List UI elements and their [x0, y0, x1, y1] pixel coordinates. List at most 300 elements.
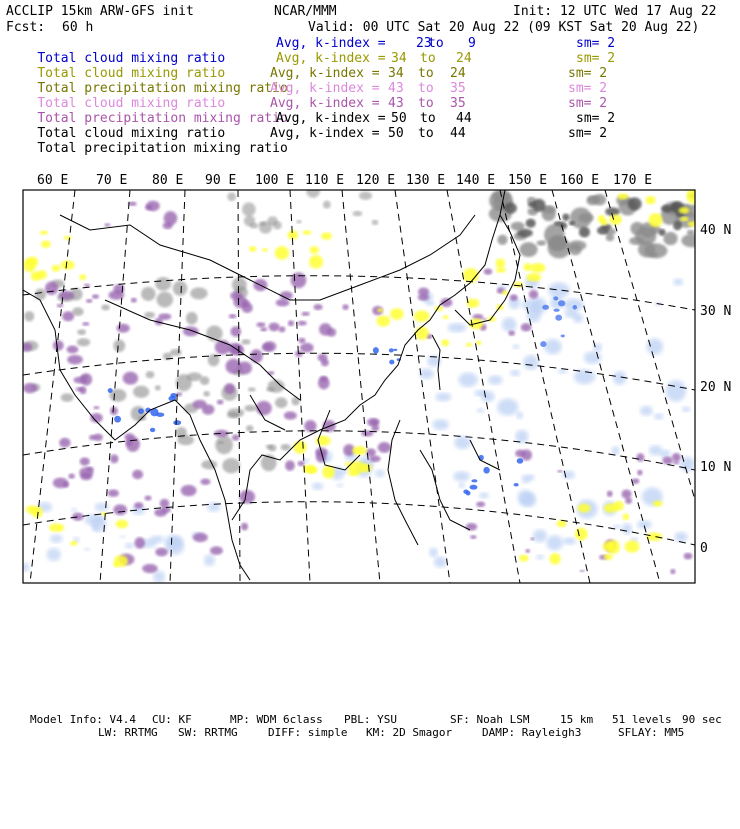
field-patch: [454, 436, 471, 449]
field-patch: [320, 376, 328, 382]
field-patch: [588, 196, 600, 203]
field-patch: [279, 326, 286, 332]
field-patch: [193, 533, 208, 542]
field-patch: [79, 274, 86, 280]
field-patch: [123, 372, 138, 385]
field-k1: 43: [388, 81, 404, 96]
field-patch: [23, 383, 37, 393]
field-patch: [144, 312, 155, 318]
longitude-label: 160 E: [560, 173, 600, 188]
field-patch: [471, 479, 477, 482]
field-patch: [542, 305, 549, 310]
field-patch: [297, 461, 304, 466]
field-patch: [117, 324, 130, 333]
field-patch: [266, 445, 273, 449]
forecast-label: Fcst:: [6, 20, 46, 35]
field-patch: [647, 532, 662, 541]
field-patch: [517, 490, 533, 506]
field-to: to: [428, 36, 444, 51]
field-patch: [484, 268, 493, 274]
field-patch: [50, 534, 62, 543]
footer-levels: 51 levels: [612, 713, 672, 726]
longitude-label: 140 E: [456, 173, 496, 188]
field-patch: [153, 571, 165, 583]
field-patch: [526, 219, 536, 228]
field-patch: [317, 354, 327, 362]
field-k1: 50: [391, 111, 407, 126]
field-patch: [155, 548, 168, 557]
field-patch: [155, 277, 171, 291]
field-to: to: [418, 96, 434, 111]
field-patch: [298, 321, 307, 326]
field-patch: [502, 290, 508, 295]
field-patch: [441, 339, 449, 346]
longitude-label: 90 E: [205, 173, 237, 188]
field-patch: [415, 326, 429, 340]
footer-timestep: 90 sec: [682, 713, 722, 726]
field-patch: [93, 406, 99, 409]
field-patch: [80, 457, 90, 465]
field-patch: [293, 441, 306, 454]
field-patch: [224, 383, 235, 394]
field-patch: [24, 311, 34, 321]
field-patch: [569, 221, 575, 225]
field-patch: [108, 388, 113, 393]
field-patch: [517, 458, 524, 463]
field-patch: [74, 377, 87, 384]
field-patch: [166, 536, 184, 555]
field-patch: [673, 278, 683, 285]
field-patch: [92, 294, 99, 299]
field-patch: [222, 458, 240, 473]
field-patch: [141, 287, 155, 301]
footer-model-info: Model Info: V4.4: [30, 713, 136, 726]
field-patch: [295, 351, 303, 357]
field-patch: [389, 348, 394, 352]
field-sm: sm= 2: [568, 81, 608, 96]
field-patch: [203, 391, 210, 397]
field-patch: [68, 473, 75, 478]
field-patch: [376, 315, 390, 326]
field-patch: [459, 373, 478, 387]
field-patch: [578, 213, 594, 222]
field-patch: [77, 329, 86, 335]
field-k2: 24: [450, 66, 466, 81]
field-patch: [63, 236, 71, 240]
field-patch: [181, 485, 197, 496]
field-patch: [613, 501, 623, 511]
field-patch: [142, 564, 158, 573]
field-patch: [568, 240, 586, 250]
field-patch: [622, 489, 632, 498]
field-patch: [114, 416, 121, 423]
field-patch: [259, 222, 266, 226]
organization-label: NCAR/MMM: [274, 4, 337, 19]
field-patch: [116, 520, 128, 529]
field-patch: [110, 407, 118, 415]
field-patch: [352, 446, 367, 455]
field-patch: [645, 196, 655, 204]
longitude-label: 110 E: [305, 173, 345, 188]
field-patch: [262, 248, 268, 252]
field-patch: [53, 478, 68, 489]
field-name: Total cloud mixing ratio: [37, 51, 226, 66]
field-patch: [638, 241, 655, 257]
field-patch: [57, 304, 64, 308]
field-patch: [201, 460, 217, 469]
field-patch: [536, 555, 544, 560]
footer-lw: LW: RRTMG: [98, 726, 158, 739]
field-patch: [510, 370, 520, 376]
field-patch: [653, 500, 663, 506]
field-patch: [80, 473, 92, 481]
latitude-label: 30 N: [700, 304, 732, 319]
field-patch: [134, 537, 144, 548]
field-patch: [580, 570, 585, 572]
field-patch: [298, 338, 306, 344]
field-patch: [679, 207, 690, 214]
field-patch: [310, 246, 319, 254]
field-patch: [146, 371, 155, 378]
field-to: to: [418, 66, 434, 81]
field-name: Total cloud mixing ratio: [37, 66, 226, 81]
field-patch: [483, 467, 489, 474]
field-patch: [453, 471, 470, 481]
longitude-label: 170 E: [613, 173, 653, 188]
field-patch: [20, 343, 33, 352]
field-avg: Avg, k-index =: [270, 126, 380, 141]
field-patch: [62, 311, 74, 321]
model-title: ACCLIP 15km ARW-GFS init: [6, 4, 194, 19]
field-patch: [336, 483, 343, 487]
field-patch: [67, 346, 79, 354]
field-patch: [173, 281, 188, 296]
field-patch: [622, 523, 632, 534]
field-to: to: [420, 51, 436, 66]
field-patch: [393, 349, 397, 351]
field-to: to: [418, 81, 434, 96]
field-patch: [59, 438, 70, 448]
field-patch: [288, 320, 294, 326]
footer-diff: DIFF: simple: [268, 726, 348, 739]
field-patch: [623, 513, 630, 520]
field-patch: [72, 307, 84, 316]
field-patch: [528, 202, 537, 207]
field-patch: [26, 505, 37, 513]
field-patch: [519, 555, 528, 562]
footer-pbl: PBL: YSU: [344, 713, 397, 726]
field-patch: [640, 406, 653, 416]
field-k2: 44: [450, 126, 466, 141]
field-patch: [557, 470, 562, 473]
field-patch: [609, 214, 622, 225]
field-patch: [686, 188, 700, 203]
field-patch: [459, 482, 465, 488]
field-patch: [371, 425, 379, 432]
field-patch: [502, 317, 517, 331]
valid-time: Valid: 00 UTC Sat 20 Aug 22 (09 KST Sat 20 Aug 22): [308, 20, 700, 35]
field-name: Total precipitation mixing ratio: [37, 81, 288, 96]
field-patch: [291, 397, 299, 406]
field-patch: [578, 504, 591, 513]
field-patch: [238, 361, 252, 374]
field-patch: [522, 299, 541, 311]
field-patch: [45, 281, 58, 295]
field-patch: [432, 419, 449, 430]
field-patch: [132, 470, 143, 479]
longitude-labels: [37, 173, 652, 188]
field-patch: [95, 503, 110, 512]
field-k1: 34: [388, 66, 404, 81]
field-patch: [246, 425, 254, 431]
latitude-label: 40 N: [700, 223, 732, 238]
field-k2: 44: [456, 111, 472, 126]
field-patch: [554, 309, 560, 312]
field-k2: 35: [450, 81, 466, 96]
field-patch: [584, 351, 601, 364]
field-patch: [200, 478, 210, 484]
field-patch: [275, 397, 287, 408]
field-sm: sm= 2: [576, 36, 616, 51]
field-patch: [523, 355, 538, 370]
field-patch: [435, 392, 451, 401]
field-patch: [312, 482, 324, 490]
field-patch: [275, 246, 289, 260]
field-patch: [304, 420, 316, 432]
field-patch: [672, 453, 681, 462]
longitude-label: 130 E: [406, 173, 446, 188]
field-patch: [342, 304, 348, 310]
field-patch: [164, 211, 178, 225]
field-patch: [375, 469, 385, 477]
field-patch: [680, 217, 689, 222]
field-patch: [285, 460, 295, 470]
field-patch: [158, 313, 171, 320]
field-patch: [674, 532, 687, 542]
field-name: Total precipitation mixing ratio: [37, 141, 288, 156]
field-patch: [183, 326, 199, 336]
field-patch: [526, 273, 541, 282]
field-patch: [548, 282, 569, 298]
field-patch: [369, 455, 380, 462]
field-patch: [530, 537, 534, 540]
field-patch: [522, 474, 531, 483]
field-patch: [306, 466, 318, 473]
field-patch: [476, 408, 484, 413]
field-patch: [561, 335, 565, 338]
field-patch: [555, 315, 562, 321]
field-patch: [558, 300, 565, 306]
field-patch: [372, 220, 379, 226]
field-patch: [40, 230, 48, 234]
field-patch: [611, 446, 619, 455]
field-k1: 34: [391, 51, 407, 66]
field-patch: [659, 229, 666, 236]
longitude-label: 70 E: [96, 173, 128, 188]
latitude-label: 10 N: [700, 460, 732, 475]
field-patch: [156, 413, 164, 417]
field-patch: [296, 220, 301, 224]
field-patch: [562, 213, 569, 220]
field-patch: [488, 375, 503, 384]
field-patch: [250, 223, 259, 229]
field-patch: [497, 235, 507, 245]
field-sm: sm= 2: [568, 126, 608, 141]
field-patch: [514, 483, 519, 486]
field-patch: [53, 340, 64, 350]
field-patch: [108, 489, 119, 497]
longitude-label: 100 E: [255, 173, 295, 188]
field-patch: [239, 490, 255, 504]
field-k2: 9: [468, 36, 476, 51]
field-patch: [440, 298, 452, 307]
field-patch: [510, 294, 518, 301]
field-patch: [654, 413, 664, 419]
field-patch: [86, 299, 93, 303]
field-patch: [291, 272, 307, 288]
field-k1: 50: [388, 126, 404, 141]
field-patch: [606, 233, 614, 241]
field-patch: [155, 385, 161, 390]
field-patch: [603, 541, 615, 551]
field-patch: [61, 393, 74, 402]
field-patch: [530, 263, 546, 273]
field-patch: [496, 268, 506, 273]
field-patch: [517, 229, 533, 238]
field-patch: [519, 242, 537, 257]
field-patch: [625, 540, 640, 552]
field-patch: [390, 308, 404, 320]
field-patch: [579, 227, 590, 238]
field-patch: [504, 203, 517, 214]
field-patch: [574, 369, 595, 384]
field-patch: [673, 221, 682, 230]
field-patch: [508, 330, 515, 335]
field-patch: [241, 523, 248, 531]
field-patch: [144, 495, 151, 500]
field-patch: [419, 369, 434, 380]
field-patch: [300, 343, 314, 353]
field-patch: [110, 454, 119, 463]
field-patch: [249, 246, 257, 252]
field-patch: [443, 315, 449, 319]
forecast-hours: 60 h: [62, 20, 94, 35]
field-k2: 35: [450, 96, 466, 111]
field-patch: [466, 491, 471, 496]
field-patch: [170, 349, 182, 356]
field-k1: 43: [388, 96, 404, 111]
field-patch: [377, 308, 384, 312]
longitude-label: 60 E: [37, 173, 69, 188]
field-patch: [546, 535, 563, 550]
footer-line2: [98, 725, 685, 816]
field-patch: [47, 548, 61, 561]
latitude-label: 20 N: [700, 380, 732, 395]
footer-damp: DAMP: Rayleigh3: [482, 726, 582, 739]
field-patch: [563, 537, 576, 544]
field-patch: [248, 387, 256, 391]
field-patch: [682, 406, 691, 412]
field-patch: [309, 255, 323, 269]
field-patch: [466, 523, 477, 531]
field-patch: [170, 393, 176, 398]
field-patch: [244, 405, 256, 412]
field-patch: [666, 380, 686, 402]
field-to: to: [418, 126, 434, 141]
field-patch: [101, 304, 110, 310]
field-patch: [146, 201, 160, 212]
field-patch: [269, 322, 280, 331]
field-patch: [476, 502, 485, 508]
field-sm: sm= 2: [568, 66, 608, 81]
footer-cu: CU: KF: [152, 713, 192, 726]
field-patch: [533, 529, 547, 542]
field-patch: [598, 215, 606, 223]
field-patch: [361, 464, 372, 473]
field-patch: [77, 338, 90, 346]
field-patch: [663, 232, 677, 245]
field-patch: [496, 258, 506, 268]
field-patch: [262, 343, 273, 351]
field-patch: [113, 339, 125, 352]
field-patch: [414, 310, 429, 322]
field-patch: [418, 287, 429, 296]
field-patch: [119, 535, 125, 538]
field-patch: [466, 343, 472, 347]
field-patch: [256, 322, 265, 327]
field-patch: [670, 569, 675, 574]
field-name: Total cloud mixing ratio: [37, 96, 226, 111]
field-patch: [479, 493, 489, 499]
field-patch: [313, 304, 322, 310]
field-patch: [389, 360, 394, 365]
field-to: to: [420, 111, 436, 126]
latitude-labels: [700, 223, 731, 556]
field-patch: [617, 193, 628, 199]
field-patch: [49, 523, 64, 532]
field-patch: [525, 549, 530, 553]
field-patch: [72, 513, 83, 521]
field-patch: [217, 400, 224, 405]
field-name: Total precipitation mixing ratio: [37, 111, 288, 126]
field-patch: [373, 347, 379, 354]
field-patch: [133, 386, 149, 398]
field-patch: [688, 221, 698, 226]
init-time: Init: 12 UTC Wed 17 Aug 22: [513, 4, 717, 19]
field-patch: [378, 442, 391, 453]
footer-sf: SF: Noah LSM: [450, 713, 530, 726]
field-patch: [637, 470, 643, 476]
field-patch: [553, 296, 558, 300]
field-patch: [476, 341, 482, 345]
field-patch: [540, 341, 546, 347]
field-patch: [537, 240, 547, 246]
field-patch: [70, 541, 77, 546]
field-patch: [84, 284, 90, 287]
field-patch: [516, 412, 523, 419]
field-patch: [575, 528, 588, 541]
field-patch: [173, 420, 181, 425]
footer-km: KM: 2D Smagor: [366, 726, 453, 739]
field-patch: [321, 232, 332, 239]
field-patch: [549, 553, 560, 564]
field-patch: [467, 299, 480, 308]
field-patch: [204, 554, 215, 566]
field-patch: [230, 326, 241, 337]
field-avg: Avg, k-index =: [276, 51, 386, 66]
field-patch: [573, 305, 577, 310]
field-patch: [71, 508, 77, 512]
